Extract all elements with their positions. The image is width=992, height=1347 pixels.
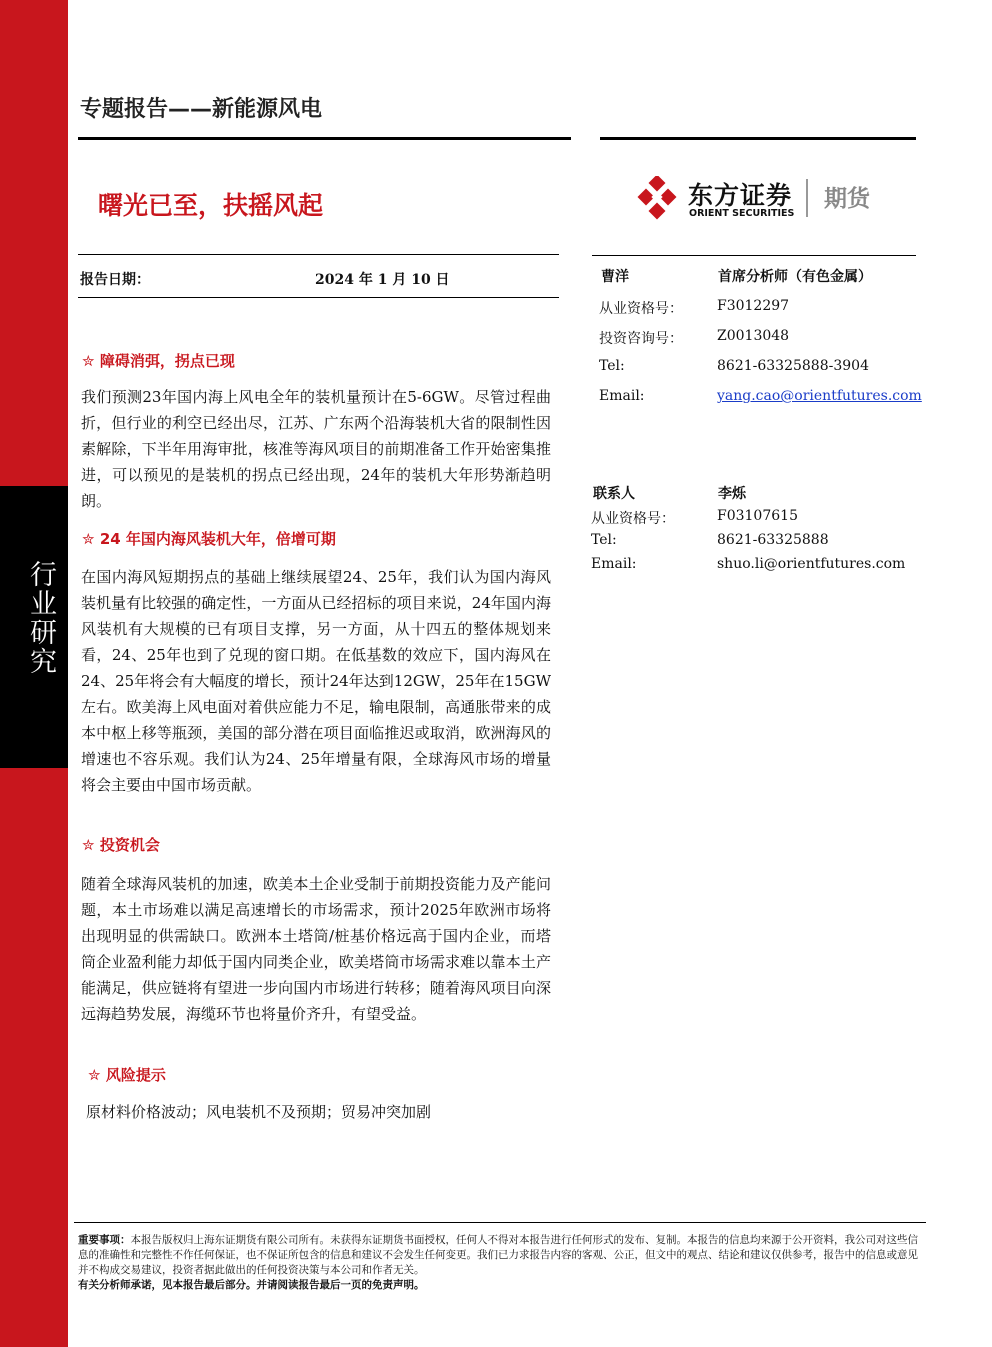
report-category: 专题报告——新能源风电 xyxy=(80,97,323,122)
section-body-4: 原材料价格波动；风电装机不及预期；贸易冲突加剧 xyxy=(86,1103,432,1121)
star-icon: ✮ xyxy=(88,1066,101,1084)
analyst-rule xyxy=(592,255,916,256)
orient-logo-icon xyxy=(636,176,682,222)
contact-tel-label: Tel: xyxy=(591,532,617,548)
logo-en: ORIENT SECURITIES xyxy=(689,208,795,219)
analyst-invest-label: 投资咨询号： xyxy=(599,331,683,347)
analyst-invest: Z0013048 xyxy=(717,328,790,344)
disclaimer xyxy=(78,1233,926,1293)
analyst-cert: F3012297 xyxy=(717,298,790,314)
analyst-email-link[interactable]: yang.cao@orientfutures.com xyxy=(717,388,922,404)
section-body-3: 随着全球海风装机的加速，欧美本土企业受制于前期投资能力及产能问题，本土市场难以满足高速增长的市场需求，预计2025年欧洲市场将出现明显的供需缺口。欧洲本土塔筒/桩基价格远高于国内企业，而塔筒企业盈利能力却低于国内同类企业，欧美塔筒市场需求难以靠本土产能满足，供应链将有望进一步向国内市场进行转移；随着海风项目向深远海趋势发展，海缆环节也将量价齐升，有望受益。 xyxy=(81,875,551,1023)
section-body-1: 我们预测23年国内海上风电全年的装机量预计在5-6GW。尽管过程曲折，但行业的利空已经出尽，江苏、广东两个沿海装机大省的限制性因素解除，下半年用海审批，核准等海风项目的前期准备工作开始密集推进，可以预见的是装机的拐点已经出现，24年的装机大年形势渐趋明朗。 xyxy=(81,388,551,510)
section-body-2: 在国内海风短期拐点的基础上继续展望24、25年，我们认为国内海风装机量有比较强的确定性，一方面从已经招标的项目来说，24年国内海风装机有大规模的已有项目支撑，另一方面，从十四五的整体规划来看，24、25年也到了兑现的窗口期。在低基数的效应下，国内海风在24、25年将会有大幅度的增长，预计24年达到12GW，25年在15GW左右。欧美海上风电面对着供应能力不足，输电限制，高通胀带来的成本中枢上移等瓶颈，美国的部分潜在项目面临推迟或取消，欧洲海风的增速也不容乐观。我们认为24、25年增量有限，全球海风市场的增量将会主要由中国市场贡献。 xyxy=(81,568,551,794)
disclaimer-rule xyxy=(74,1222,926,1223)
report-date-value: 2024 年 1 月 10 日 xyxy=(315,272,450,288)
analyst-title: 首席分析师（有色金属） xyxy=(718,269,872,285)
disclaimer-footer: 有关分析师承诺，见本报告最后部分。并请阅读报告最后一页的免责声明。 xyxy=(78,1279,425,1291)
section-heading-2: ✮ 24 年国内海风装机大年，倍增可期 xyxy=(82,530,336,548)
logo-suffix: 期货 xyxy=(824,186,870,212)
company-logo xyxy=(636,176,906,222)
date-rule-top xyxy=(78,254,559,255)
analyst-tel: 8621-63325888-3904 xyxy=(717,358,869,374)
analyst-email-label: Email: xyxy=(599,388,645,404)
left-header-rule xyxy=(78,137,571,140)
date-rule-bottom xyxy=(78,297,559,298)
section-heading-1: ✮ 障碍消弭，拐点已现 xyxy=(82,352,235,370)
analyst-name: 曹洋 xyxy=(601,269,629,285)
analyst-tel-label: Tel: xyxy=(599,358,625,374)
star-icon: ✮ xyxy=(82,530,95,548)
logo-cn: 东方证券 xyxy=(688,181,793,210)
contact-email: shuo.li@orientfutures.com xyxy=(717,556,906,572)
star-icon: ✮ xyxy=(82,836,95,854)
contact-email-label: Email: xyxy=(591,556,637,572)
analyst-cert-label: 从业资格号： xyxy=(599,301,683,317)
contact-cert-label: 从业资格号： xyxy=(591,511,675,527)
sidebar-label: 行业研究 xyxy=(25,560,56,676)
section-heading-4: ✮ 风险提示 xyxy=(88,1066,166,1084)
contact-name: 李烁 xyxy=(718,486,746,502)
logo-divider xyxy=(806,179,808,217)
star-icon: ✮ xyxy=(82,352,95,370)
right-header-rule xyxy=(600,137,916,140)
contact-tel: 8621-63325888 xyxy=(717,532,829,548)
disclaimer-label: 重要事项： xyxy=(78,1234,131,1246)
page-title: 曙光已至，扶摇风起 xyxy=(98,191,324,220)
report-date-label: 报告日期： xyxy=(80,272,150,288)
section-heading-3: ✮ 投资机会 xyxy=(82,836,160,854)
contact-label: 联系人 xyxy=(593,486,635,502)
disclaimer-text: 本报告版权归上海东证期货有限公司所有。未获得东证期货书面授权，任何人不得对本报告进行任何形式的发布、复制。本报告的信息均来源于公开资料，我公司对这些信息的准确性和完整性不作任何保证，也不保证所包含的信息和建议不会发生任何变更。我们已力求报告内容的客观、公正，但文中的观点、结论和建议仅供参考，报告中的信息或意见并不构成交易建议，投资者据此做出的任何投资决策与本公司和作者无关。 xyxy=(78,1234,918,1276)
contact-cert: F03107615 xyxy=(717,508,798,524)
